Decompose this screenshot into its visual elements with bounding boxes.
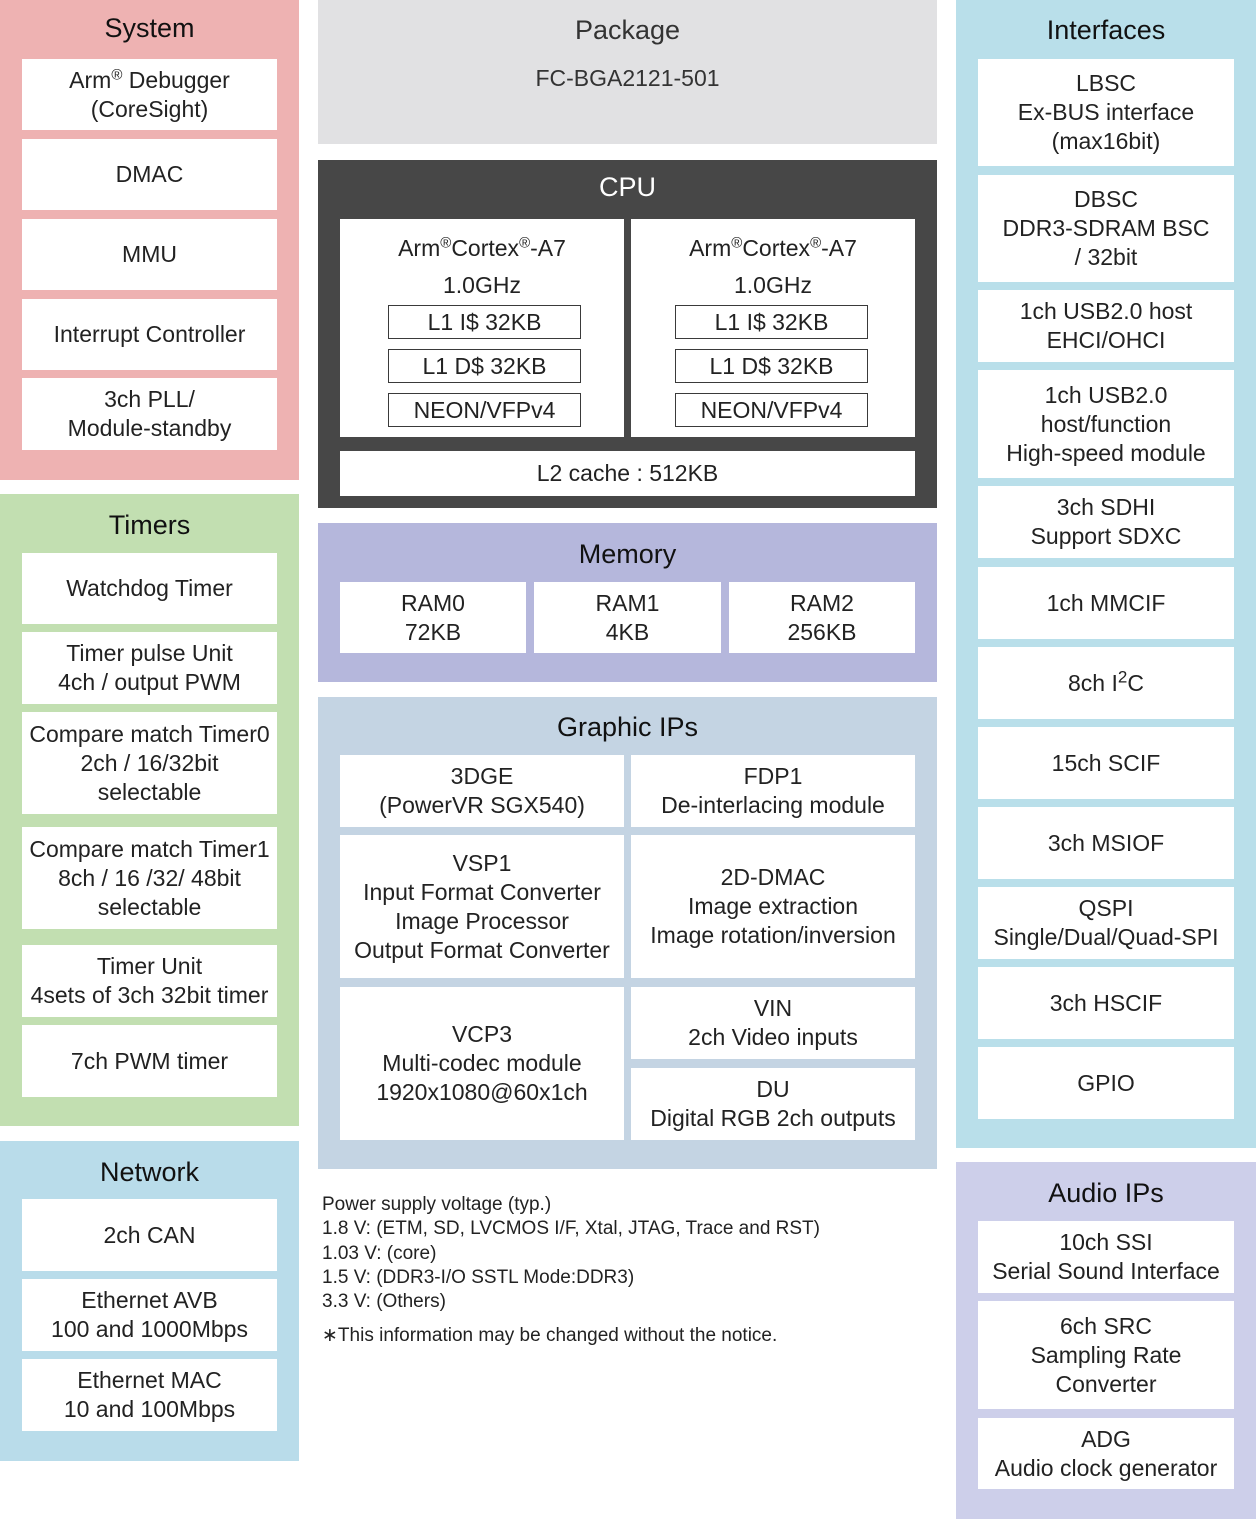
timers-block-cmt1 <box>22 827 277 929</box>
block-line: 6ch SRC <box>1059 1312 1153 1339</box>
block-line: host/function <box>1040 410 1172 437</box>
timers-block-cmt0 <box>22 712 277 814</box>
block-line: Converter <box>1055 1370 1157 1397</box>
interfaces-block-scif <box>978 727 1234 799</box>
interfaces-block-usb-host <box>978 290 1234 362</box>
neon-vfp: NEON/VFPv4 <box>675 393 868 427</box>
block-line: Image Processor <box>395 907 569 934</box>
debugger-line2: (CoreSight) <box>90 95 209 122</box>
audio-block-src <box>978 1301 1234 1409</box>
system-block-debugger <box>22 59 277 130</box>
graphic-panel <box>318 697 937 1169</box>
audio-title: Audio IPs <box>1048 1178 1164 1208</box>
block-line: VCP3 <box>451 1021 513 1047</box>
block-line: LBSC <box>1075 70 1137 96</box>
l1-icache: L1 I$ 32KB <box>388 305 581 339</box>
timers-block-timer-unit <box>22 945 277 1017</box>
i2c-superscript: 2 <box>1117 666 1128 686</box>
block-line: Support SDXC <box>1030 523 1182 549</box>
graphic-title: Graphic IPs <box>556 712 699 742</box>
block-line: Digital RGB 2ch outputs <box>650 1105 896 1131</box>
registered-mark: ® <box>810 234 822 252</box>
memory-block-ram2 <box>729 582 915 653</box>
block-line: Input Format Converter <box>363 878 601 905</box>
system-block-pll <box>22 378 277 450</box>
block-line: 10 and 100Mbps <box>63 1396 236 1422</box>
block-line: selectable <box>97 893 202 920</box>
core-frequency: 1.0GHz <box>734 272 812 298</box>
l1-dcache: L1 D$ 32KB <box>388 349 581 383</box>
debugger-line1 <box>69 66 230 95</box>
arm-text: Arm <box>689 235 732 261</box>
timers-block-watchdog <box>22 553 277 624</box>
block-line: Timer pulse Unit <box>66 640 233 666</box>
block-line: MMU <box>122 241 177 267</box>
block-line: L2 cache : 512KB <box>536 460 719 486</box>
notice: ∗This information may be changed without the notice. <box>322 1325 778 1347</box>
power-notes <box>322 1193 820 1349</box>
block-line: Watchdog Timer <box>66 575 233 601</box>
package-name: FC-BGA2121-501 <box>535 65 720 91</box>
arm-text: Arm <box>398 235 441 261</box>
block-line: RAM1 <box>595 589 660 616</box>
block-line: 100 and 1000Mbps <box>51 1316 248 1342</box>
block-line: 3ch MSIOF <box>1047 829 1165 856</box>
block-line: ADG <box>1081 1425 1131 1452</box>
timers-title: Timers <box>108 510 191 540</box>
network-block-ethernet-avb <box>22 1279 277 1351</box>
i2c-prefix: 8ch I <box>1068 669 1118 696</box>
block-line: (PowerVR SGX540) <box>379 792 585 818</box>
audio-panel <box>956 1162 1256 1519</box>
block-line: Compare match Timer0 <box>29 720 270 747</box>
block-line: RAM0 <box>401 589 465 616</box>
core-name <box>631 235 915 262</box>
block-line: Interrupt Controller <box>53 321 246 347</box>
block-line: De-interlacing module <box>661 792 885 818</box>
interfaces-block-lbsc <box>978 59 1234 166</box>
audio-block-ssi <box>978 1221 1234 1293</box>
block-line: 1ch MMCIF <box>1046 589 1166 616</box>
system-block-dmac <box>22 139 277 210</box>
neon-vfp: NEON/VFPv4 <box>388 393 581 427</box>
interfaces-block-dbsc <box>978 175 1234 282</box>
cpu-core-0 <box>340 219 624 437</box>
cpu-panel <box>318 160 937 508</box>
network-title: Network <box>99 1157 200 1187</box>
i2c-line <box>1068 666 1144 698</box>
block-line: Ethernet AVB <box>81 1287 218 1313</box>
cortex-text: Cortex <box>742 235 811 261</box>
memory-block-ram0 <box>340 582 526 653</box>
cortex-text: Cortex <box>451 235 520 261</box>
block-line: 3DGE <box>450 763 514 789</box>
block-line: DU <box>756 1076 790 1102</box>
block-line: FDP1 <box>743 763 803 789</box>
registered-mark: ® <box>111 65 123 83</box>
block-line: 1920x1080@60x1ch <box>376 1079 588 1105</box>
block-line: 1ch USB2.0 host <box>1019 298 1193 324</box>
i2c-suffix: C <box>1127 669 1144 696</box>
power-line: Power supply voltage (typ.) <box>322 1194 552 1215</box>
block-line: 3ch HSCIF <box>1049 989 1163 1016</box>
block-line: Image extraction <box>687 893 859 919</box>
interfaces-title: Interfaces <box>1046 15 1166 45</box>
timers-block-pwm <box>22 1025 277 1097</box>
graphic-block-du <box>631 1068 915 1140</box>
block-line: 4ch / output PWM <box>58 669 241 695</box>
block-line: Serial Sound Interface <box>992 1258 1220 1284</box>
package-title: Package <box>574 15 681 45</box>
timers-panel <box>0 494 299 1126</box>
block-line: (max16bit) <box>1051 128 1161 154</box>
interfaces-block-hscif <box>978 967 1234 1039</box>
block-line: Ethernet MAC <box>77 1367 222 1393</box>
audio-block-adg <box>978 1418 1234 1489</box>
block-line: GPIO <box>1077 1069 1135 1096</box>
block-line: 2D-DMAC <box>720 864 826 890</box>
l2-cache <box>340 451 915 496</box>
block-line: 8ch / 16 /32/ 48bit <box>58 864 241 891</box>
block-line: Module-standby <box>67 415 232 441</box>
block-line: VIN <box>753 995 793 1021</box>
block-line: High-speed module <box>1006 439 1206 466</box>
network-block-can <box>22 1199 277 1271</box>
graphic-block-vin <box>631 987 915 1059</box>
block-line: DMAC <box>115 161 184 187</box>
network-panel <box>0 1141 299 1461</box>
core-name <box>340 235 624 262</box>
block-line: Sampling Rate <box>1030 1341 1182 1368</box>
power-line: 3.3 V: (Others) <box>322 1291 446 1313</box>
block-line: 2ch Video inputs <box>688 1024 858 1050</box>
graphic-block-3dge <box>340 755 624 827</box>
block-line: Multi-codec module <box>382 1050 582 1076</box>
block-line: 1ch USB2.0 <box>1044 381 1168 408</box>
interfaces-panel <box>956 0 1256 1148</box>
system-title: System <box>104 13 195 43</box>
block-line: DDR3-SDRAM BSC <box>1002 215 1210 241</box>
power-line: 1.03 V: (core) <box>322 1242 437 1264</box>
graphic-block-fdp1 <box>631 755 915 827</box>
block-line: Ex-BUS interface <box>1017 99 1195 125</box>
l1-dcache: L1 D$ 32KB <box>675 349 868 383</box>
interfaces-block-i2c <box>978 647 1234 719</box>
memory-panel <box>318 523 937 682</box>
model-text: -A7 <box>530 235 566 261</box>
block-line: 2ch / 16/32bit <box>80 749 219 776</box>
core-frequency: 1.0GHz <box>443 272 521 298</box>
registered-mark: ® <box>440 234 452 252</box>
registered-mark: ® <box>731 234 743 252</box>
memory-block-ram1 <box>534 582 721 653</box>
block-line: Audio clock generator <box>994 1454 1218 1481</box>
block-line: Single/Dual/Quad-SPI <box>993 924 1219 950</box>
block-line: 256KB <box>787 618 857 645</box>
block-line: selectable <box>97 778 202 805</box>
arm-text: Arm <box>69 66 112 93</box>
interfaces-block-mmcif <box>978 567 1234 639</box>
block-line: 4sets of 3ch 32bit timer <box>30 982 269 1008</box>
l1-icache: L1 I$ 32KB <box>675 305 868 339</box>
block-line: RAM2 <box>790 589 854 616</box>
graphic-block-vcp3 <box>340 987 624 1140</box>
memory-title: Memory <box>578 539 677 569</box>
timers-block-tpu <box>22 632 277 704</box>
network-block-ethernet-mac <box>22 1359 277 1431</box>
interfaces-block-sdhi <box>978 486 1234 558</box>
block-line: DBSC <box>1074 186 1138 212</box>
debugger-text: Debugger <box>128 66 230 93</box>
interfaces-block-usb-function <box>978 370 1234 478</box>
block-line: 4KB <box>605 618 650 645</box>
block-line: 2ch CAN <box>103 1221 196 1248</box>
graphic-block-vsp1 <box>340 835 624 978</box>
registered-mark: ® <box>519 234 531 252</box>
block-line: 7ch PWM timer <box>70 1047 229 1074</box>
interfaces-block-gpio <box>978 1047 1234 1119</box>
block-line: Compare match Timer1 <box>29 835 270 862</box>
package-panel <box>318 0 937 144</box>
block-line: Image rotation/inversion <box>650 922 896 948</box>
interfaces-block-msiof <box>978 807 1234 879</box>
cpu-core-1 <box>631 219 915 437</box>
power-line: 1.5 V: (DDR3-I/O SSTL Mode:DDR3) <box>322 1266 635 1288</box>
block-line: 10ch SSI <box>1059 1229 1153 1255</box>
block-line: Timer Unit <box>96 953 203 979</box>
model-text: -A7 <box>821 235 857 261</box>
block-line: 72KB <box>404 618 462 645</box>
graphic-block-2d-dmac <box>631 835 915 978</box>
interfaces-block-qspi <box>978 887 1234 959</box>
block-line: QSPI <box>1078 895 1134 921</box>
block-line: Output Format Converter <box>354 936 610 963</box>
block-line: VSP1 <box>452 849 512 876</box>
power-line: 1.8 V: (ETM, SD, LVCMOS I/F, Xtal, JTAG, Trace and RST) <box>322 1218 820 1240</box>
block-line: 3ch PLL/ <box>104 386 195 412</box>
block-line: / 32bit <box>1074 244 1138 270</box>
block-line: 15ch SCIF <box>1051 749 1161 776</box>
system-block-mmu <box>22 219 277 290</box>
block-line: EHCI/OHCI <box>1046 327 1166 353</box>
system-panel <box>0 0 299 480</box>
cpu-title: CPU <box>598 172 656 202</box>
system-block-interrupt-controller <box>22 299 277 370</box>
block-line: 3ch SDHI <box>1056 494 1156 520</box>
